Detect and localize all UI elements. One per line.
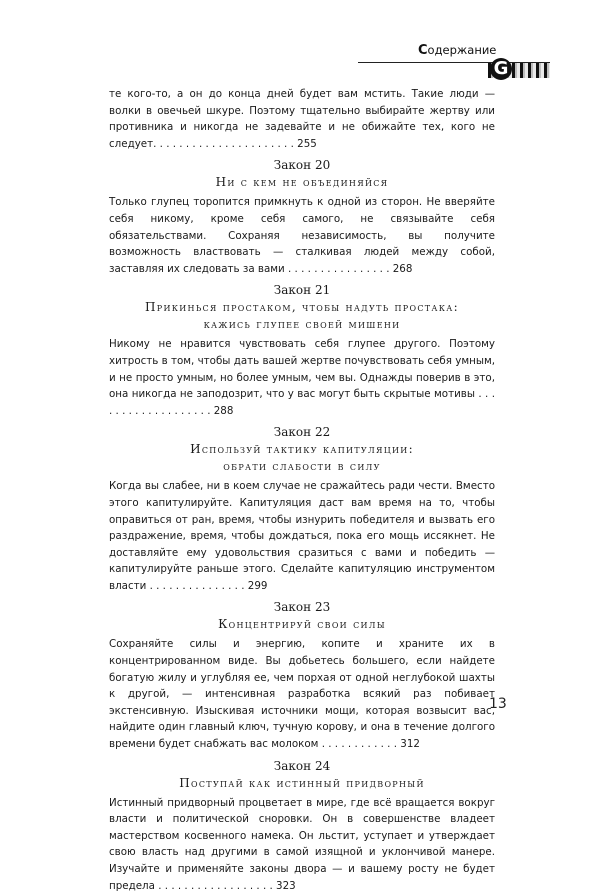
law-title-line: обрати слабости в силу: [223, 459, 381, 474]
law-title-line: Используй тактику капитуляции:: [190, 442, 414, 457]
law-description: Никому не нравится чувствовать себя глупее другого. Поэтому хитрость в том, чтобы дать вашей жертве почувствовать себя умным, и не просто умным, но более умным, чем вы. Однажды поверив в это, она никогда не заподозрит, что у вас могут быть скрытые мотивы . . . . . . . . . . . . . . . . . . . 288: [109, 338, 496, 417]
law-title-line: Прикинься простаком, чтобы надуть простака:: [145, 300, 459, 315]
page-number: 13: [489, 696, 507, 712]
law-description: Сохраняйте силы и энергию, копите и храните их в концентрированном виде. Вы добьетесь большего, если найдете богатую жилу и углубляя ее, чем порхая от одной неглубокой шахты к другой, — интенсивная разработка всякий раз побивает экстенсивную. Изыскивая источники мощи, которая возвысит вас, найдите один главный ключ, тучную корову, и она в течение долгого времени будет снабжать вас молоком . . . . . . . . . . . . 312: [109, 638, 495, 751]
law-entry: [109, 281, 495, 419]
section-tab-letter: G: [490, 58, 512, 80]
law-entry: [109, 757, 495, 894]
law-label: Закон 23: [273, 600, 331, 615]
law-description: Истинный придворный процветает в мире, где всё вращается вокруг власти и политической сноровки. Он в совершенстве владеет мастерством косвенного намека. Он льстит, уступает и утверждает свою власть над другими в самой изящной и уклончивой манере. Изучайте и применяйте законы двора — и вашему росту не будет предела . . . . . . . . . . . . . . . . . . 323: [109, 796, 495, 892]
law-title-line: кажись глупее своей мишени: [203, 317, 401, 332]
law-title: Поступай как истинный придворный: [179, 775, 425, 790]
law-entry: [109, 598, 495, 752]
law-label: Закон 22: [273, 425, 331, 440]
law-entry: [109, 156, 495, 277]
law-description: Только глупец торопится примкнуть к одной из сторон. Не вверяйте себя никому, кроме себя самого, не связывайте себя обязательствами. Сохраняя независимость, вы получите возможность властвовать — сталкивая людей между собой, заставляя их следовать за вами . . . . . . . . . . . . . . . . 268: [109, 196, 495, 275]
section-title-initial: С: [418, 43, 428, 58]
law-label: Закон 20: [273, 158, 331, 173]
law-title: [109, 299, 495, 333]
section-title: [418, 43, 496, 58]
law-title: Ни с кем не объединяйся: [215, 175, 389, 190]
law-entry: [109, 423, 495, 594]
section-title-rest: одержание: [427, 43, 497, 57]
intro-paragraph: те кого-то, а он до конца дней будет вам мстить. Такие люди — волки в овечьей шкуре. Поэтому тщательно выбирайте жертву или противника и никогда не задевайте и не обижайте тех, кого не следует. . . . . . . . . . . . . . . . . . . . . . 255: [109, 88, 495, 150]
law-title: [109, 441, 495, 475]
law-title: Концентрируй свои силы: [218, 617, 386, 632]
law-description: Когда вы слабее, ни в коем случае не сражайтесь ради чести. Вместо этого капитулируйте. Капитуляция даст вам время на то, чтобы оправиться от ран, время, чтобы изнурить победителя и вызвать его раздражение, время, чтобы дождаться, пока его мощь иссякнет. Не доставляйте ему удовольствия сразиться с вами и победить — капитулируйте раньше этого. Сделайте капитуляцию инструментом власти . . . . . . . . . . . . . . . 299: [109, 480, 495, 592]
toc-content: [109, 86, 495, 894]
law-label: Закон 24: [273, 758, 331, 773]
law-label: Закон 21: [273, 283, 331, 298]
